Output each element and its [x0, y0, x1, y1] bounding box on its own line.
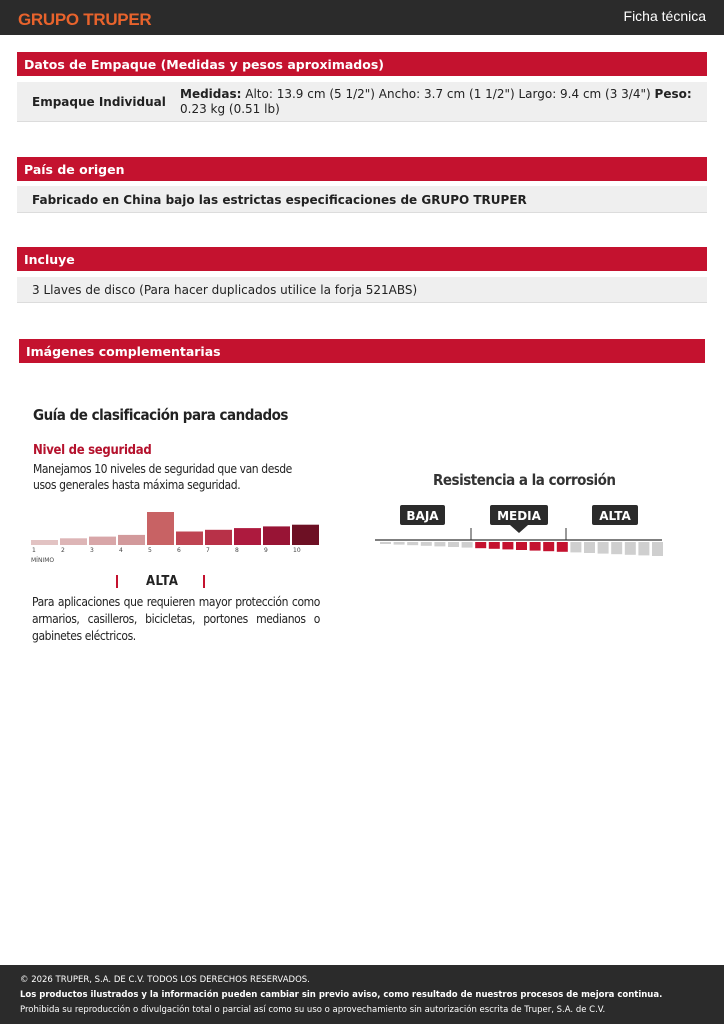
corrosion-bar-7 [462, 542, 473, 548]
corrosion-bar-20 [638, 542, 649, 555]
origin-section-header: País de origen [17, 157, 707, 181]
corrosion-bar-16 [584, 542, 595, 553]
security-level-name: ALTA [146, 574, 179, 589]
corrosion-bar-11 [516, 542, 527, 550]
corrosion-bar-12 [530, 542, 541, 551]
security-level-description: Manejamos 10 niveles de seguridad que van desde usos generales hasta máxima seguridad. [33, 462, 292, 492]
footer-copyright: © 2026 TRUPER, S.A. DE C.V. TODOS LOS DERECHOS RESERVADOS. [20, 975, 310, 985]
security-level-tick-10: 10 [293, 547, 301, 554]
security-level-bar-9 [263, 526, 290, 545]
corrosion-bar-9 [489, 542, 500, 549]
doc-type-label: Ficha técnica [623, 8, 706, 24]
corrosion-selected-pointer [510, 525, 528, 533]
corrosion-bar-17 [598, 542, 609, 554]
corrosion-bar-10 [502, 542, 513, 549]
corrosion-low-label: BAJA [406, 509, 439, 523]
corrosion-bar-19 [625, 542, 636, 555]
security-level-tick-9: 9 [264, 547, 268, 554]
security-level-bar-3 [89, 537, 116, 545]
corrosion-medium-label: MEDIA [497, 509, 541, 523]
corrosion-high-label: ALTA [599, 509, 631, 523]
corrosion-bar-5 [434, 542, 445, 546]
guide-title: Guía de clasificación para candados [33, 406, 288, 424]
security-level-bar-1 [31, 540, 58, 545]
footer-legal: Prohibida su reproducción o divulgación total o parcial así como su uso o aprovechamiento sin autorización escrita de Truper, S.A. de C.V. [20, 1005, 606, 1015]
corrosion-title: Resistencia a la corrosión [433, 471, 616, 489]
corrosion-bar-13 [543, 542, 554, 551]
level-marker-right [203, 575, 205, 588]
includes-section-header: Incluye [17, 247, 707, 271]
top-bar [0, 0, 724, 35]
security-level-tick-7: 7 [206, 547, 210, 554]
corrosion-bar-18 [611, 542, 622, 554]
security-level-chart [30, 505, 322, 565]
packaging-row [17, 82, 707, 122]
packaging-section-header: Datos de Empaque (Medidas y pesos aproximados) [17, 52, 707, 76]
corrosion-bar-6 [448, 542, 459, 547]
corrosion-bar-15 [570, 542, 581, 552]
security-level-tick-1: 1 [32, 547, 36, 554]
includes-row [17, 277, 707, 303]
peso-value: 0.23 kg (0.51 lb) [180, 102, 280, 116]
level-marker-left [116, 575, 118, 588]
corrosion-bar-21 [652, 542, 663, 556]
security-level-bar-8 [234, 528, 261, 545]
security-level-detail: Para aplicaciones que requieren mayor protección como armarios, casilleros, bicicletas, portones medianos o gabinetes eléctricos. [32, 595, 320, 643]
security-level-bar-2 [60, 538, 87, 545]
peso-label: Peso: [654, 87, 692, 101]
corrosion-bar-1 [380, 542, 391, 544]
origin-text: Fabricado en China bajo las estrictas especificaciones de GRUPO TRUPER [32, 193, 527, 207]
security-level-bar-4 [118, 535, 145, 545]
footer [0, 965, 724, 1024]
security-level-tick-8: 8 [235, 547, 239, 554]
corrosion-bar-4 [421, 542, 432, 546]
minimum-label: MÍNIMO [31, 557, 55, 564]
packaging-label: Empaque Individual [32, 95, 166, 109]
security-level-bar-10 [292, 525, 319, 545]
security-level-title: Nivel de seguridad [33, 443, 152, 458]
packaging-value [180, 87, 700, 117]
corrosion-bar-3 [407, 542, 418, 545]
security-level-bar-7 [205, 530, 232, 545]
security-level-tick-5: 5 [148, 547, 152, 554]
security-level-tick-2: 2 [61, 547, 65, 554]
security-level-bar-6 [176, 532, 203, 546]
corrosion-bar-8 [475, 542, 486, 548]
origin-row [17, 186, 707, 213]
corrosion-bar-14 [557, 542, 568, 552]
corrosion-scale [370, 503, 670, 575]
medidas-value: Alto: 13.9 cm (5 1/2") Ancho: 3.7 cm (1 1/2") Largo: 9.4 cm (3 3/4") [245, 87, 651, 101]
truper-logo: GRUPO TRUPER [18, 10, 152, 29]
footer-notice: Los productos ilustrados y la información pueden cambiar sin previo aviso, como resultado de nuestros procesos de mejora continua. [20, 990, 663, 1000]
includes-text: 3 Llaves de disco (Para hacer duplicados utilice la forja 521ABS) [32, 283, 418, 297]
security-level-tick-4: 4 [119, 547, 123, 554]
images-section-header: Imágenes complementarias [19, 339, 705, 363]
security-level-tick-6: 6 [177, 547, 181, 554]
security-level-bar-5 [147, 512, 174, 545]
corrosion-bar-2 [394, 542, 405, 545]
medidas-label: Medidas: [180, 87, 242, 101]
security-level-tick-3: 3 [90, 547, 94, 554]
